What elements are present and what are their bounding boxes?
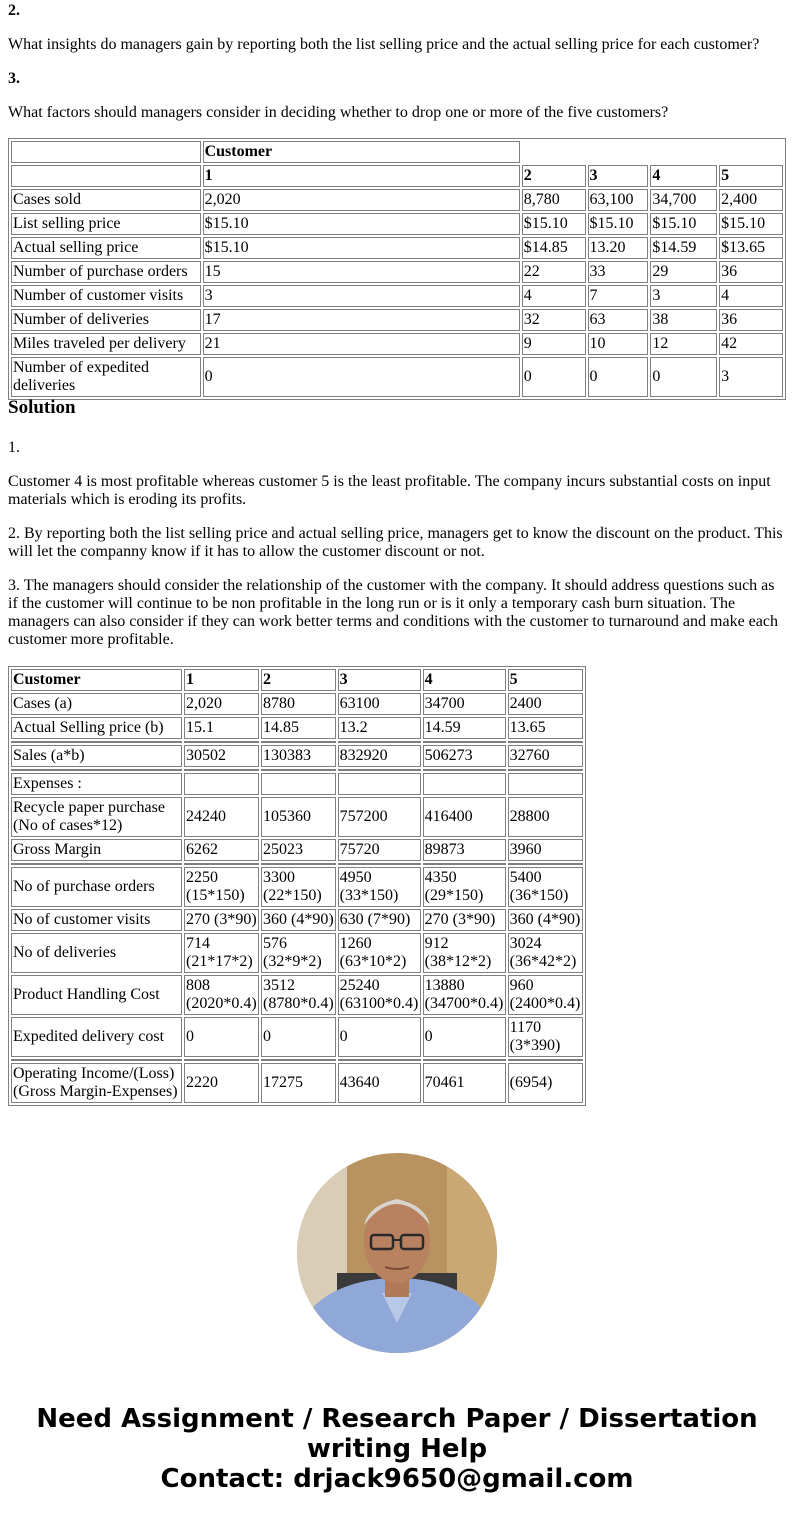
table-cell: 130383 (261, 745, 336, 767)
header-customer-1: 1 (184, 669, 259, 691)
table-cell: 270 (3*90) (184, 909, 259, 931)
portrait-image (297, 1153, 497, 1353)
table-cell: 33 (588, 261, 649, 283)
table-row (11, 1017, 583, 1057)
table-cell: 0 (650, 357, 717, 397)
table-cell: 2,020 (184, 693, 259, 715)
table-cell: 6262 (184, 839, 259, 861)
row-label: Miles traveled per delivery (11, 333, 201, 355)
table-cell: 8,780 (522, 189, 586, 211)
table-row (11, 285, 783, 307)
table-cell: 89873 (423, 839, 506, 861)
ad-line-1: Need Assignment / Research Paper / Dissertation (36, 1404, 758, 1434)
table-cell: 105360 (261, 797, 336, 837)
table-cell: 29 (650, 261, 717, 283)
customer-col-2: 2 (522, 165, 586, 187)
header-customer-5: 5 (508, 669, 583, 691)
table-corner-cell (11, 141, 201, 163)
table-cell (338, 773, 421, 795)
row-label: No of customer visits (11, 909, 182, 931)
table-cell: 960 (2400*0.4) (508, 975, 583, 1015)
customer-col-4: 4 (650, 165, 717, 187)
table-cell: $15.10 (203, 213, 520, 235)
table-cell (423, 773, 506, 795)
table-cell: 3300 (22*150) (261, 867, 336, 907)
separator-row (11, 863, 583, 865)
table-cell: 8780 (261, 693, 336, 715)
table-cell: 75720 (338, 839, 421, 861)
table-cell: 21 (203, 333, 520, 355)
separator-cell (184, 863, 259, 865)
table-cell: 14.59 (423, 717, 506, 739)
separator-row (11, 769, 583, 771)
solution-paragraph-2: 2. By reporting both the list selling price and actual selling price, managers get to know the discount on the product. This will let the companny know if it has to allow the customer discount or not. (8, 525, 783, 560)
table-cell: 42 (719, 333, 783, 355)
table-row (11, 717, 583, 739)
separator-cell (508, 741, 583, 743)
table-cell: 34700 (423, 693, 506, 715)
table-cell: 832920 (338, 745, 421, 767)
table-cell: 576 (32*9*2) (261, 933, 336, 973)
separator-cell (508, 769, 583, 771)
table-cell: 3024 (36*42*2) (508, 933, 583, 973)
table-cell: 360 (4*90) (508, 909, 583, 931)
table-cell: 2400 (508, 693, 583, 715)
table-header-row (11, 669, 583, 691)
question-3-text: What factors should managers consider in deciding whether to drop one or more of the five customers? (8, 104, 669, 121)
separator-cell (423, 1059, 506, 1061)
table-cell: 30502 (184, 745, 259, 767)
table-cell: 28800 (508, 797, 583, 837)
table-cell: 3512 (8780*0.4) (261, 975, 336, 1015)
table-cell: 10 (588, 333, 649, 355)
row-label: Gross Margin (11, 839, 182, 861)
table-cell: 13880 (34700*0.4) (423, 975, 506, 1015)
header-customer-4: 4 (423, 669, 506, 691)
table-cell (261, 773, 336, 795)
table-cell: $13.65 (719, 237, 783, 259)
table-row (11, 309, 783, 331)
separator-cell (338, 863, 421, 865)
table-row (11, 797, 583, 837)
solution-paragraph-num: 1. (8, 439, 20, 456)
table-cell: 63,100 (588, 189, 649, 211)
table-cell: 0 (522, 357, 586, 397)
separator-row (11, 1059, 583, 1061)
table-cell: 34,700 (650, 189, 717, 211)
table-cell: 2,020 (203, 189, 520, 211)
row-label: Number of customer visits (11, 285, 201, 307)
table-cell: $15.10 (588, 213, 649, 235)
table-cell: $15.10 (650, 213, 717, 235)
table-cell: 0 (338, 1017, 421, 1057)
separator-cell (338, 1059, 421, 1061)
separator-cell (11, 741, 182, 743)
ad-line-2: writing Help (306, 1434, 488, 1464)
separator-cell (11, 863, 182, 865)
table-cell: 13.20 (588, 237, 649, 259)
separator-cell (508, 1059, 583, 1061)
table-cell: 416400 (423, 797, 506, 837)
table-row (11, 213, 783, 235)
table-cell: 3 (719, 357, 783, 397)
table-cell: 38 (650, 309, 717, 331)
header-customer-3: 3 (338, 669, 421, 691)
table-cell: 1170 (3*390) (508, 1017, 583, 1057)
row-label: Number of expedited deliveries (11, 357, 201, 397)
table-cell: 360 (4*90) (261, 909, 336, 931)
separator-cell (261, 741, 336, 743)
customer-col-5: 5 (719, 165, 783, 187)
table-cell: 0 (184, 1017, 259, 1057)
row-label: Operating Income/(Loss) (Gross Margin-Expenses) (11, 1063, 182, 1103)
table-row (11, 1063, 583, 1103)
table-cell: 15 (203, 261, 520, 283)
separator-cell (423, 863, 506, 865)
empty-header-space (522, 141, 783, 163)
row-label: Cases sold (11, 189, 201, 211)
author-avatar (297, 1153, 497, 1353)
row-label: Actual selling price (11, 237, 201, 259)
question-2-text: What insights do managers gain by reporting both the list selling price and the actual selling price for each customer? (8, 36, 760, 53)
table-row (11, 261, 783, 283)
table-cell: 4 (719, 285, 783, 307)
customer-header: Customer (203, 141, 520, 163)
table-cell: $15.10 (719, 213, 783, 235)
separator-cell (423, 769, 506, 771)
header-customer-2: 2 (261, 669, 336, 691)
table-cell: 63100 (338, 693, 421, 715)
separator-cell (423, 741, 506, 743)
separator-cell (261, 1059, 336, 1061)
solution-paragraph-1: Customer 4 is most profitable whereas customer 5 is the least profitable. The company incurs substantial costs on input materials which is eroding its profits. (8, 473, 771, 508)
table-cell: $14.85 (522, 237, 586, 259)
profitability-table (8, 666, 586, 1106)
separator-cell (11, 1059, 182, 1061)
table-row (11, 933, 583, 973)
table-row (11, 975, 583, 1015)
row-label: Sales (a*b) (11, 745, 182, 767)
table-row (11, 867, 583, 907)
table-cell: 4350 (29*150) (423, 867, 506, 907)
table-cell: 912 (38*12*2) (423, 933, 506, 973)
table-cell: 0 (588, 357, 649, 397)
table-cell: 36 (719, 309, 783, 331)
table-cell: 17275 (261, 1063, 336, 1103)
table-cell: 63 (588, 309, 649, 331)
customer-col-3: 3 (588, 165, 649, 187)
row-label: Product Handling Cost (11, 975, 182, 1015)
table-row (11, 773, 583, 795)
separator-cell (261, 769, 336, 771)
table-cell: 270 (3*90) (423, 909, 506, 931)
table-cell (184, 773, 259, 795)
separator-cell (184, 1059, 259, 1061)
row-label: Recycle paper purchase (No of cases*12) (11, 797, 182, 837)
table-cell: 14.85 (261, 717, 336, 739)
separator-cell (338, 741, 421, 743)
table-cell: 9 (522, 333, 586, 355)
question-2-number: 2. (8, 2, 20, 19)
separator-cell (261, 863, 336, 865)
table-cell: 714 (21*17*2) (184, 933, 259, 973)
table-cell: 24240 (184, 797, 259, 837)
table-row (11, 237, 783, 259)
row-label: No of deliveries (11, 933, 182, 973)
table-row (11, 693, 583, 715)
table-cell: 3 (203, 285, 520, 307)
customer-data-table (8, 138, 786, 400)
table-cell: 0 (423, 1017, 506, 1057)
table-cell: 2250 (15*150) (184, 867, 259, 907)
table-cell: 12 (650, 333, 717, 355)
table-cell: 757200 (338, 797, 421, 837)
table-cell: 36 (719, 261, 783, 283)
table-cell: $15.10 (522, 213, 586, 235)
table-cell (508, 773, 583, 795)
table-row (11, 357, 783, 397)
row-label: Cases (a) (11, 693, 182, 715)
separator-cell (11, 769, 182, 771)
separator-cell (508, 863, 583, 865)
table-cell: 25240 (63100*0.4) (338, 975, 421, 1015)
table-cell: 0 (203, 357, 520, 397)
table-cell: 4 (522, 285, 586, 307)
separator-cell (184, 741, 259, 743)
table-row (11, 909, 583, 931)
table-cell: 13.2 (338, 717, 421, 739)
table-cell: 17 (203, 309, 520, 331)
row-label: Number of purchase orders (11, 261, 201, 283)
table-cell: 22 (522, 261, 586, 283)
table-cell: 32760 (508, 745, 583, 767)
table-cell: 25023 (261, 839, 336, 861)
customer-col-1: 1 (203, 165, 520, 187)
separator-row (11, 741, 583, 743)
ad-contact-email[interactable]: Contact: drjack9650@gmail.com (160, 1464, 634, 1494)
table-cell: 70461 (423, 1063, 506, 1103)
table-cell: 630 (7*90) (338, 909, 421, 931)
table-cell: 5400 (36*150) (508, 867, 583, 907)
table-corner-cell (11, 165, 201, 187)
table-row (11, 745, 583, 767)
row-label: Number of deliveries (11, 309, 201, 331)
table-cell: 7 (588, 285, 649, 307)
solution-paragraph-3: 3. The managers should consider the relationship of the customer with the company. It should address questions such as if the customer will continue to be non profitable in the long run or is it only a temporary cash burn situation. The managers can also consider if they can work better terms and conditions with the customer to turnaround and make each customer more profitable. (8, 577, 778, 648)
table-cell: 3960 (508, 839, 583, 861)
table-cell: 2,400 (719, 189, 783, 211)
question-3-number: 3. (8, 70, 20, 87)
table-cell: 506273 (423, 745, 506, 767)
table-cell: $14.59 (650, 237, 717, 259)
table-cell: 808 (2020*0.4) (184, 975, 259, 1015)
table-row (11, 189, 783, 211)
table-cell: 0 (261, 1017, 336, 1057)
row-label: Actual Selling price (b) (11, 717, 182, 739)
row-label: Expenses : (11, 773, 182, 795)
header-customer: Customer (11, 669, 182, 691)
row-label: List selling price (11, 213, 201, 235)
table-row (11, 839, 583, 861)
table-cell: 4950 (33*150) (338, 867, 421, 907)
table-cell: 2220 (184, 1063, 259, 1103)
table-cell: 32 (522, 309, 586, 331)
table-row (11, 333, 783, 355)
separator-cell (184, 769, 259, 771)
separator-cell (338, 769, 421, 771)
table-cell: 1260 (63*10*2) (338, 933, 421, 973)
row-label: No of purchase orders (11, 867, 182, 907)
table-cell: (6954) (508, 1063, 583, 1103)
table-cell: $15.10 (203, 237, 520, 259)
row-label: Expedited delivery cost (11, 1017, 182, 1057)
solution-heading: Solution (8, 397, 76, 418)
table-cell: 43640 (338, 1063, 421, 1103)
table-cell: 13.65 (508, 717, 583, 739)
table-cell: 3 (650, 285, 717, 307)
table-cell: 15.1 (184, 717, 259, 739)
